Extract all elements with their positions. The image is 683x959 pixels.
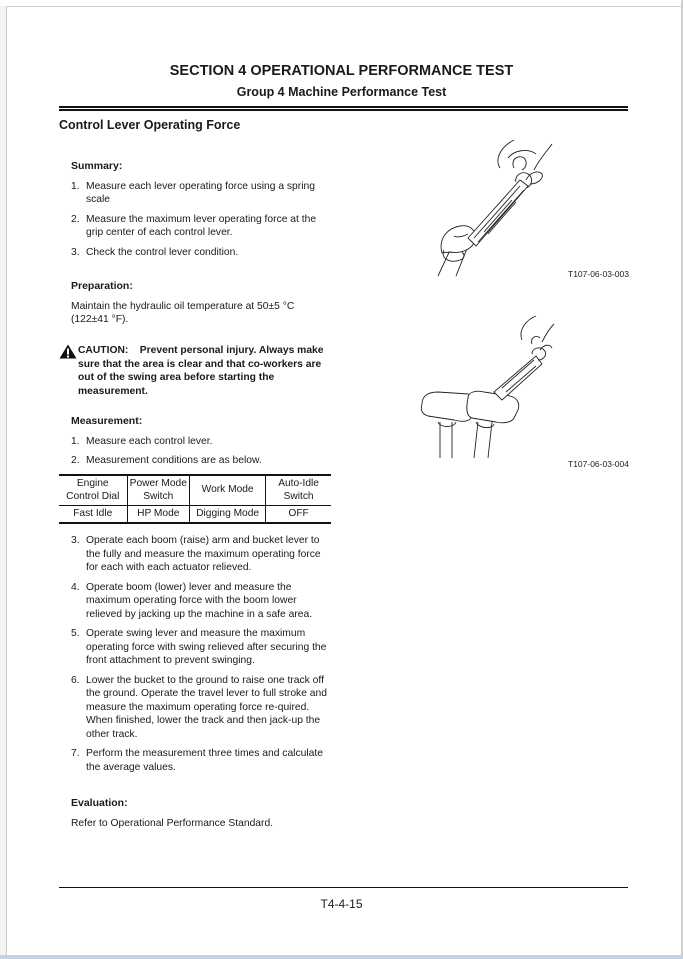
list-number: 3. — [71, 246, 80, 258]
measurement-conditions-table — [59, 474, 331, 524]
summary-block — [71, 160, 333, 259]
page-frame-left — [0, 6, 7, 959]
table-row — [59, 506, 331, 524]
caution-label: CAUTION: — [78, 345, 129, 356]
table-cell: OFF — [266, 506, 331, 524]
list-text: Measure each lever operating force using a spring scale — [86, 180, 315, 205]
list-item — [71, 627, 333, 668]
group-title: Group 4 Machine Performance Test — [236, 85, 447, 99]
list-number: 3. — [71, 535, 80, 546]
table-cell: HP Mode — [127, 506, 190, 524]
evaluation-text: Refer to Operational Performance Standard. — [71, 817, 274, 829]
list-number: 5. — [71, 628, 80, 639]
caution-block — [59, 344, 339, 398]
list-item — [71, 581, 333, 622]
header-double-rule — [59, 106, 628, 111]
table-header-cell: Engine Control Dial — [59, 475, 127, 506]
list-item — [71, 454, 333, 468]
list-item — [71, 213, 333, 240]
list-text: Measure each control lever. — [86, 435, 213, 447]
figure-caption: T107-06-03-003 — [568, 269, 629, 279]
list-text: Operate swing lever and measure the maximum operating force with swing relieved after securing the front attachment to prevent swinging. — [86, 628, 327, 666]
footer-rule — [59, 887, 628, 888]
list-number: 1. — [71, 180, 80, 192]
table-cell: Digging Mode — [190, 506, 266, 524]
list-item — [71, 534, 333, 575]
list-number: 4. — [71, 581, 80, 593]
caution-text: Prevent personal injury. Always make sure that the area is clear and that co-workers are out of the swing area before starting the measurement. — [78, 345, 324, 397]
preparation-text: Maintain the hydraulic oil temperature at 50±5 °C (122±41 °F). — [71, 300, 295, 325]
measurement-steps — [71, 534, 333, 774]
list-number: 2. — [71, 213, 80, 225]
page-frame-top — [0, 6, 683, 7]
list-text: Measure the maximum lever operating force at the grip center of each control lever. — [86, 213, 317, 238]
list-item — [71, 435, 333, 449]
list-number: 7. — [71, 748, 80, 759]
table-cell: Fast Idle — [59, 506, 127, 524]
evaluation-heading: Evaluation: — [71, 797, 128, 809]
figure-spring-scale-lever-2 — [418, 312, 558, 467]
list-text: Operate boom (lower) lever and measure the maximum operating force with the boom lower relieved by jacking up the machine in a safe area. — [86, 581, 313, 620]
section-title: SECTION 4 OPERATIONAL PERFORMANCE TEST — [169, 63, 514, 79]
list-text: Check the control lever condition. — [86, 246, 239, 258]
list-number: 1. — [71, 435, 80, 447]
list-text: Perform the measurement three times and calculate the average values. — [86, 748, 323, 773]
list-text: Operate each boom (raise) arm and bucket lever to the fully and measure the maximum operating force for each with each actuator relieved. — [86, 535, 321, 573]
table-header-cell: Work Mode — [190, 475, 266, 506]
table-header-cell: Power Mode Switch — [127, 475, 190, 506]
table-header-row — [59, 475, 331, 506]
topic-title: Control Lever Operating Force — [59, 118, 241, 132]
list-item — [71, 747, 333, 774]
page-frame-bottom — [0, 955, 683, 959]
list-text: Measurement conditions are as below. — [86, 455, 262, 466]
list-item — [71, 674, 333, 742]
warning-triangle-icon — [59, 344, 77, 359]
list-text: Lower the bucket to the ground to raise one track off the ground. Operate the travel lever to full stroke and measure the maximum operating force re-quired. When finished, lower the track and then jack-up the other track. — [86, 674, 327, 740]
list-number: 6. — [71, 674, 80, 686]
page-number: T4-4-15 — [320, 897, 363, 911]
measurement-block — [71, 415, 333, 468]
figure-caption: T107-06-03-004 — [568, 459, 629, 469]
measurement-heading: Measurement: — [71, 415, 143, 427]
summary-heading: Summary: — [71, 160, 123, 172]
preparation-heading: Preparation: — [71, 280, 133, 292]
figure-spring-scale-lever-1 — [430, 128, 560, 283]
list-item — [71, 180, 333, 207]
evaluation-block — [71, 797, 333, 830]
list-number: 2. — [71, 455, 80, 466]
table-header-cell: Auto-Idle Switch — [266, 475, 331, 506]
preparation-block — [71, 280, 321, 327]
list-item — [71, 246, 333, 260]
